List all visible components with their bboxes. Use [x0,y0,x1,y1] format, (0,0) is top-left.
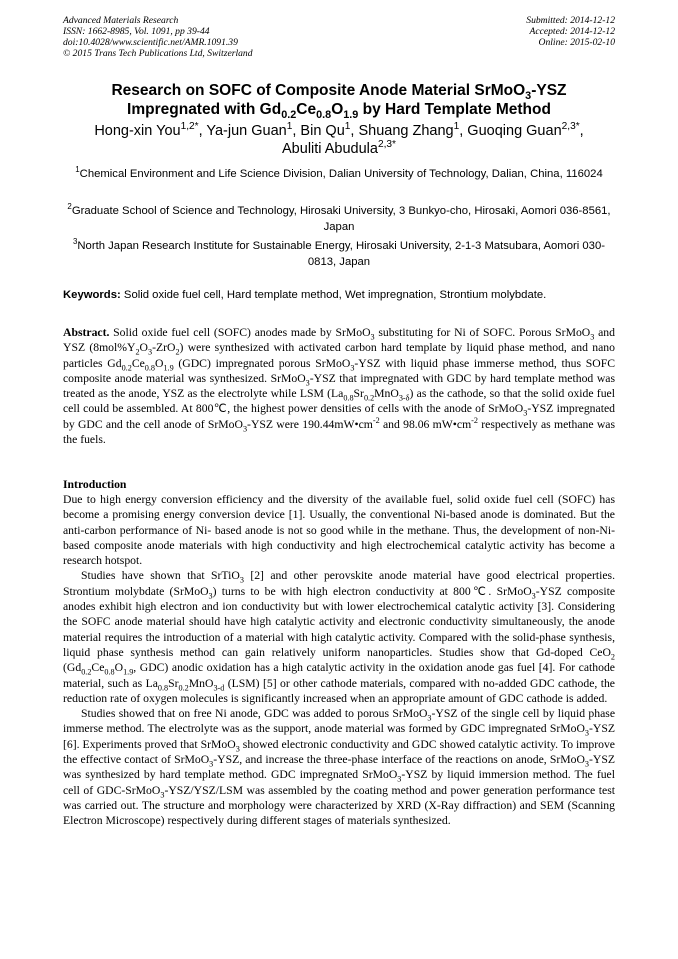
subscript: 3 [584,759,590,769]
author-affiliation-mark: 1 [286,121,293,133]
intro-paragraph-3 [63,706,615,828]
paragraph-text: O [114,661,124,675]
affiliation-mark: 1 [75,165,80,175]
paragraph-text: ) turns to be with high electron conductivity at 800℃. SrMoO [212,584,532,598]
subscript: 3 [147,347,153,357]
paragraph-text: -YSZ was synthesized by hard template method. GDC impregnated SrMoO [63,753,615,782]
author-name: Hong-xin You [94,123,181,139]
subscript: 3 [242,424,248,434]
paragraph-text: -YSZ by liquid immersion method. The fuel cell of GDC-SrMoO [63,768,615,797]
subscript: 3 [208,591,213,601]
author-name: , Bin Qu [292,123,345,139]
subscript: 3 [584,728,590,738]
keywords-label: Keywords: [63,289,121,301]
paragraph-text: MnO [188,676,214,690]
affiliation-3 [63,238,615,270]
author-separator: , [579,123,584,139]
paragraph-text: (Gd [63,661,82,675]
abstract-text: O [155,356,164,370]
subscript: 3 [350,362,355,372]
paragraph-text: Ce [91,661,105,675]
submitted-date: Submitted: 2014-12-12 [526,15,615,26]
dates-header [526,15,615,48]
subscript: 2 [610,652,615,662]
author-affiliation-mark: 2,3* [377,139,396,151]
introduction-body [63,492,615,829]
intro-paragraph-2 [63,568,615,706]
abstract-text: and 98.06 mW•cm [379,417,472,431]
title-text: Ce [296,101,317,118]
intro-paragraph-1: Due to high energy conversion efficiency and the diversity of the available fuel, solid oxide fuel cell (SOFC) has become a promising energy conversion device [1]. Usually, the conventional Ni-based anode is dominated. But the anti-carbon performance of Ni- based anode is not so good while in the methane. Thus, the development of non-Ni-based composite anode materials with high conductivity and high electrochemical catalytic activity has become a research hotspot. [63,493,615,568]
abstract-text: (GDC) impregnated porous SrMoO [173,356,351,370]
paragraph-text: -YSZ of the single cell by liquid phase immerse method. The electrolyte was as the support, anode material was formed by GDC impregnated SrMoO [63,707,616,736]
author-affiliation-mark: 1 [453,121,460,133]
paper-title [40,81,638,122]
abstract-text: -YSZ with liquid phase immerse method, thus SOFC composite anode material was synthesized. SrMoO [63,356,615,385]
subscript: 0.2 [81,667,92,677]
accepted-date: Accepted: 2014-12-12 [529,26,615,37]
author-name: , Shuang Zhang [350,123,454,139]
affiliation-text: North Japan Research Institute for Sustainable Energy, Hirosaki University, 2-1-3 Matsubara, Aomori 030-0813, Japan [77,240,606,268]
subscript: 3 [160,789,165,799]
subscript: 0.8 [104,667,115,677]
abstract-text: -ZrO [152,341,176,355]
author-line-1 [40,122,638,140]
affiliation-mark: 3 [72,237,78,247]
superscript: -2 [372,415,380,425]
abstract-text: respectively as methane was the fuels. [63,417,616,447]
paragraph-text: Studies showed that on free Ni anode, GDC was added to porous SrMoO [81,707,428,721]
affiliation-2 [63,203,615,235]
title-text: by Hard Template Method [358,101,551,118]
abstract-text: and YSZ (8mol%Y [63,326,615,355]
subscript: 3 [305,378,310,388]
subscript: 3 [427,713,432,723]
subscript: 3 [397,774,402,784]
author-line-2 [40,140,638,158]
abstract-text: Ce [131,356,145,370]
title-text: Impregnated with Gd [127,101,282,118]
paragraph-text: -YSZ/YSZ/LSM was assembled by the coating method and power generation performance test was carried out. The structure and morphology were characterized by XRD (X-Ray diffraction) and SEM (Scanning Electron Microscope) respectively during different stages of materials synthesized. [63,783,615,828]
title-line-1 [40,81,638,103]
author-name: , Guoqing Guan [459,123,562,139]
paragraph-text: Studies have shown that SrTiO [81,569,240,583]
subscript: 1.9 [163,362,174,372]
title-line-2 [40,100,638,122]
abstract-paragraph [63,325,615,447]
affiliation-mark: 2 [67,202,72,212]
title-subscript: 0.8 [316,109,332,122]
paragraph-text: Sr [168,676,179,690]
author-affiliation-mark: 1,2* [180,121,199,133]
author-affiliation-mark: 2,3* [561,121,580,133]
issn-line: ISSN: 1662-8985, Vol. 1091, pp 39-44 [63,26,210,37]
abstract-text: O [139,341,148,355]
author-name: Abuliti Abudula [282,141,378,157]
abstract-text: -YSZ were 190.44mW•cm [247,417,373,431]
abstract-text: -YSZ that impregnated with GDC by hard template method was treated as the anode, YSZ as the electrolyte while LSM (La [63,371,615,401]
subscript: 3 [590,332,595,342]
abstract-text: ) as the cathode, so that the solid oxide fuel cell could be assembled. At 800℃, the highest power densities of cells with the anode of SrMoO [63,387,615,416]
abstract-text: MnO [374,387,399,401]
paragraph-text: -YSZ [6]. Experiments proved that SrMoO [63,722,615,751]
subscript: 2 [175,347,180,357]
title-subscript: 0.2 [281,109,297,122]
abstract-text: substituting for Ni of SOFC. Porous SrMoO [374,326,591,339]
author-list [40,122,638,158]
subscript: 1.9 [123,667,134,677]
online-date: Online: 2015-02-10 [538,37,615,48]
paragraph-text: , GDC) anodic oxidation has a high catalytic activity in the oxidation anode gas fuel [4]. For cathode material, such as La [63,661,615,690]
title-text: O [331,101,344,118]
paragraph-text: (LSM) [5] or other cathode materials, compared with no-added GDC cathode, the reduction rate of oxygen molecules is significantly increased when an appropriate amount of GDC cathode is added. [63,676,615,705]
subscript: 3 [370,332,375,342]
copyright-line: © 2015 Trans Tech Publications Ltd, Switzerland [63,48,253,59]
title-subscript: 3 [525,90,532,103]
title-text: Research on SOFC of Composite Anode Material SrMoO [111,82,526,99]
abstract-label: Abstract. [63,326,110,339]
subscript: 3 [235,744,240,754]
subscript: 3 [531,591,536,601]
paragraph-text: -YSZ, and increase the three-phase interface of the reactions on anode, SrMoO [213,753,585,767]
journal-header [63,15,253,59]
abstract-text: ) were synthesized with activated carbon hard template by liquid phase method, and nano particles Gd [63,341,615,370]
abstract [63,325,615,447]
keywords-text: Solid oxide fuel cell, Hard template method, Wet impregnation, Strontium molybdate. [120,289,547,301]
abstract-text: Solid oxide fuel cell (SOFC) anodes made by SrMoO [109,326,371,339]
subscript: 3 [209,759,214,769]
subscript: 3-δ [398,393,410,403]
subscript: 2 [135,347,140,357]
abstract-text: -YSZ impregnated by GDC and the cell anode of SrMoO [63,402,615,431]
subscript: 0.8 [157,682,169,692]
keywords [63,288,615,303]
author-name: , Ya-jun Guan [198,123,287,139]
subscript: 0.2 [178,682,189,692]
section-heading-introduction: Introduction [63,478,127,491]
affiliation-text: Chemical Environment and Life Science Division, Dalian University of Technology, Dalian, China, 116024 [79,168,603,180]
subscript: 0.2 [121,362,132,372]
subscript: 0.2 [363,393,375,403]
abstract-text: Sr [353,387,364,401]
subscript: 3 [239,575,244,585]
subscript: 3-d [213,682,225,692]
journal-name: Advanced Materials Research [63,15,179,26]
author-affiliation-mark: 1 [344,121,351,133]
subscript: 3 [523,408,528,418]
paragraph-text: -YSZ composite anodes exhibit high electron and ion conductivity but with lower electrochemical catalytic activity [3]. Considering the SOFC anode material should have high catalytic activity and electronic conductivity simultaneously, the anode material requires the introduction of a material with high catalytic activity. Compared with the solid-phase synthesis, liquid phase synthesis method can gain relatively uniform nanoparticles. Studies show that Gd-doped CeO [63,584,616,659]
subscript: 0.8 [144,362,156,372]
paragraph-text: [2] and other perovskite anode material have good electrical properties. Strontium molybdate (SrMoO [63,569,615,598]
title-subscript: 1.9 [343,109,359,122]
superscript: -2 [471,415,478,425]
doi-line: doi:10.4028/www.scientific.net/AMR.1091.39 [63,37,238,48]
affiliation-text: Graduate School of Science and Technology, Hirosaki University, 3 Bunkyo-cho, Hirosaki, Aomori 036-8561, Japan [71,205,611,233]
affiliation-1 [63,166,615,182]
subscript: 0.8 [343,393,354,403]
paragraph-text: showed electronic conductivity and GDC showed catalytic activity. To improve the effective contact of SrMoO [63,737,615,767]
title-text: -YSZ [531,82,567,99]
